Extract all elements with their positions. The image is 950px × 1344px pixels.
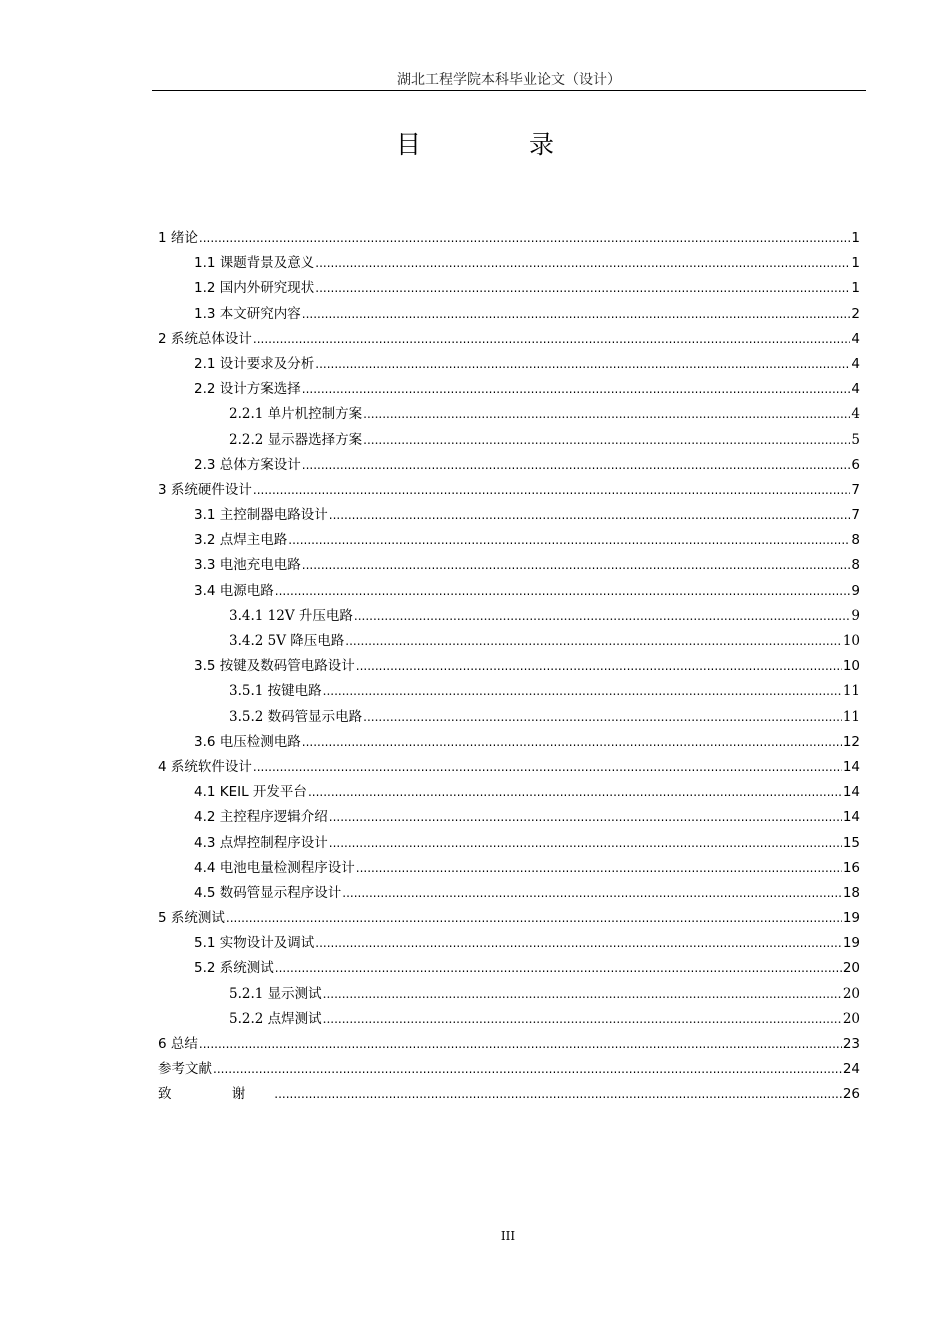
dot-leader [363,428,850,453]
toc-entry-title: 4 系统软件设计 [158,758,252,775]
toc-entry-title: 1.2 国内外研究现状 [194,280,315,297]
toc-entry-page: 1 [851,255,860,272]
dot-leader [323,679,842,704]
toc-entry-page: 5 [851,431,860,448]
dot-leader [302,302,851,327]
toc-entry-title: 3.4 电源电路 [194,582,274,599]
toc-entry[interactable] [158,1007,860,1032]
toc-entry[interactable] [158,402,860,427]
dot-leader [329,503,851,528]
dot-leader [342,881,842,906]
toc-entry-page: 4 [851,330,860,347]
toc-entry-title: 3.6 电压检测电路 [194,733,301,750]
dot-leader [356,654,842,679]
toc-entry-page: 20 [842,960,860,977]
toc-entry[interactable] [158,327,860,352]
toc-entry-title: 1.1 课题背景及意义 [194,255,315,272]
toc-entry-title: 3.4.1 12V 升压电路 [229,607,353,624]
toc-entry-page: 9 [851,607,860,624]
dot-leader [315,931,842,956]
toc-entry-title: 3.1 主控制器电路设计 [194,507,328,524]
dot-leader [288,528,850,553]
toc-entry[interactable] [158,377,860,402]
dot-leader [275,579,851,604]
toc-entry-title: 4.4 电池电量检测程序设计 [194,859,355,876]
toc-entry[interactable] [158,428,860,453]
toc-entry-page: 14 [842,809,860,826]
toc-entry-page: 7 [851,507,860,524]
toc-entry-title: 1.3 本文研究内容 [194,305,301,322]
toc-entry-title: 2.1 设计要求及分析 [194,355,315,372]
dot-leader [363,402,850,427]
toc-entry-title: 2.2.1 单片机控制方案 [229,406,363,423]
toc-entry[interactable] [158,679,860,704]
toc-entry-page: 20 [842,1010,860,1027]
dot-leader [253,478,851,503]
dot-leader [302,377,851,402]
toc-entry-page: 9 [851,582,860,599]
dot-leader [213,1057,842,1082]
toc-entry-page: 11 [842,708,860,725]
toc-entry-page: 11 [842,683,860,700]
toc-entry-title: 1 绪论 [158,230,198,246]
toc-entry-page: 23 [842,1036,860,1052]
toc-entry-page: 10 [842,658,860,675]
dot-leader [308,780,842,805]
toc-title: 目 录 [396,130,604,159]
toc-entry-title: 3.2 点焊主电路 [194,532,288,549]
toc-entry[interactable] [158,805,860,830]
toc-entry-title: 3.4.2 5V 降压电路 [229,633,345,649]
dot-leader [315,352,850,377]
toc-entry-title: 5.2.1 显示测试 [229,985,322,1002]
toc-entry[interactable] [158,705,860,730]
toc-entry-title: 5.2.2 点焊测试 [229,1010,322,1027]
toc-entry-page: 8 [851,532,860,549]
toc-entry[interactable] [158,276,860,301]
toc-entry[interactable] [158,881,860,906]
toc-entry-title: 2.2 设计方案选择 [194,381,301,398]
toc-entry-page: 2 [851,305,860,322]
toc-entry-title: 5 系统测试 [158,910,225,927]
toc-entry-page: 12 [842,733,860,750]
toc-entry-title: 2 系统总体设计 [158,330,252,347]
toc-entry-title: 3.5.2 数码管显示电路 [229,708,363,725]
dot-leader [345,629,842,654]
toc-entry[interactable] [158,226,860,251]
toc-entry-title: 5.1 实物设计及调试 [194,935,315,952]
toc-entry-title: 致 谢 [158,1086,274,1103]
dot-leader [323,982,842,1007]
toc-entry[interactable] [158,503,860,528]
toc-entry-page: 16 [842,859,860,876]
toc-entry-page: 14 [842,758,860,775]
dot-leader [315,276,850,301]
dot-leader [226,906,842,931]
toc-entry[interactable] [158,931,860,956]
toc-entry[interactable] [158,982,860,1007]
dot-leader [302,453,851,478]
toc-entry-page: 4 [851,381,860,398]
dot-leader [302,730,842,755]
table-of-contents [158,226,860,1108]
toc-entry-page: 19 [842,935,860,952]
toc-entry-title: 3 系统硬件设计 [158,481,252,498]
dot-leader [199,226,851,251]
toc-entry[interactable] [158,528,860,553]
page-header: 湖北工程学院本科毕业论文（设计） [152,70,866,91]
toc-entry[interactable] [158,780,860,805]
toc-entry-page: 1 [851,280,860,297]
dot-leader [275,956,842,981]
dot-leader [323,1007,842,1032]
toc-entry-page: 1 [851,230,860,246]
toc-entry-page: 7 [851,481,860,498]
dot-leader [329,805,842,830]
toc-entry[interactable] [158,1082,860,1107]
dot-leader [302,553,851,578]
toc-entry[interactable] [158,730,860,755]
dot-leader [253,755,842,780]
toc-entry-page: 26 [842,1086,860,1103]
toc-entry-title: 4.3 点焊控制程序设计 [194,834,328,851]
toc-entry[interactable] [158,553,860,578]
toc-entry[interactable] [158,302,860,327]
toc-entry-page: 6 [851,456,860,473]
dot-leader [363,705,842,730]
toc-entry[interactable] [158,906,860,931]
toc-entry[interactable] [158,831,860,856]
toc-entry-title: 4.5 数码管显示程序设计 [194,884,342,901]
toc-entry-title: 4.2 主控程序逻辑介绍 [194,809,328,826]
toc-entry-title: 3.5.1 按键电路 [229,683,322,700]
toc-entry[interactable] [158,755,860,780]
toc-entry[interactable] [158,478,860,503]
toc-entry-page: 4 [851,355,860,372]
toc-entry-title: 参考文献 [158,1061,212,1078]
toc-entry[interactable] [158,352,860,377]
page-number: III [500,1229,516,1243]
toc-entry[interactable] [158,1032,860,1057]
toc-entry-page: 19 [842,910,860,927]
toc-entry[interactable] [158,856,860,881]
toc-entry-page: 15 [842,834,860,851]
toc-entry[interactable] [158,629,860,654]
toc-entry[interactable] [158,604,860,629]
toc-entry-title: 5.2 系统测试 [194,960,274,977]
toc-entry[interactable] [158,654,860,679]
toc-entry-title: 2.3 总体方案设计 [194,456,301,473]
toc-entry-page: 4 [851,406,860,423]
toc-entry-page: 20 [842,985,860,1002]
toc-entry-page: 24 [842,1061,860,1078]
toc-entry-title: 3.5 按键及数码管电路设计 [194,658,355,675]
toc-entry-page: 18 [842,884,860,901]
toc-entry[interactable] [158,251,860,276]
toc-entry[interactable] [158,1057,860,1082]
dot-leader [356,856,842,881]
toc-entry-page: 8 [851,557,860,574]
toc-entry[interactable] [158,579,860,604]
toc-entry-title: 3.3 电池充电电路 [194,557,301,574]
dot-leader [253,327,851,352]
toc-entry[interactable] [158,956,860,981]
toc-entry-title: 2.2.2 显示器选择方案 [229,431,363,448]
toc-entry-page: 10 [842,633,860,649]
dot-leader [354,604,851,629]
toc-entry[interactable] [158,453,860,478]
toc-entry-page: 14 [842,784,860,801]
dot-leader [315,251,850,276]
toc-entry-title: 6 总结 [158,1036,198,1052]
dot-leader [329,831,842,856]
dot-leader [199,1032,842,1057]
toc-entry-title: 4.1 KEIL 开发平台 [194,784,307,801]
dot-leader [274,1082,842,1107]
